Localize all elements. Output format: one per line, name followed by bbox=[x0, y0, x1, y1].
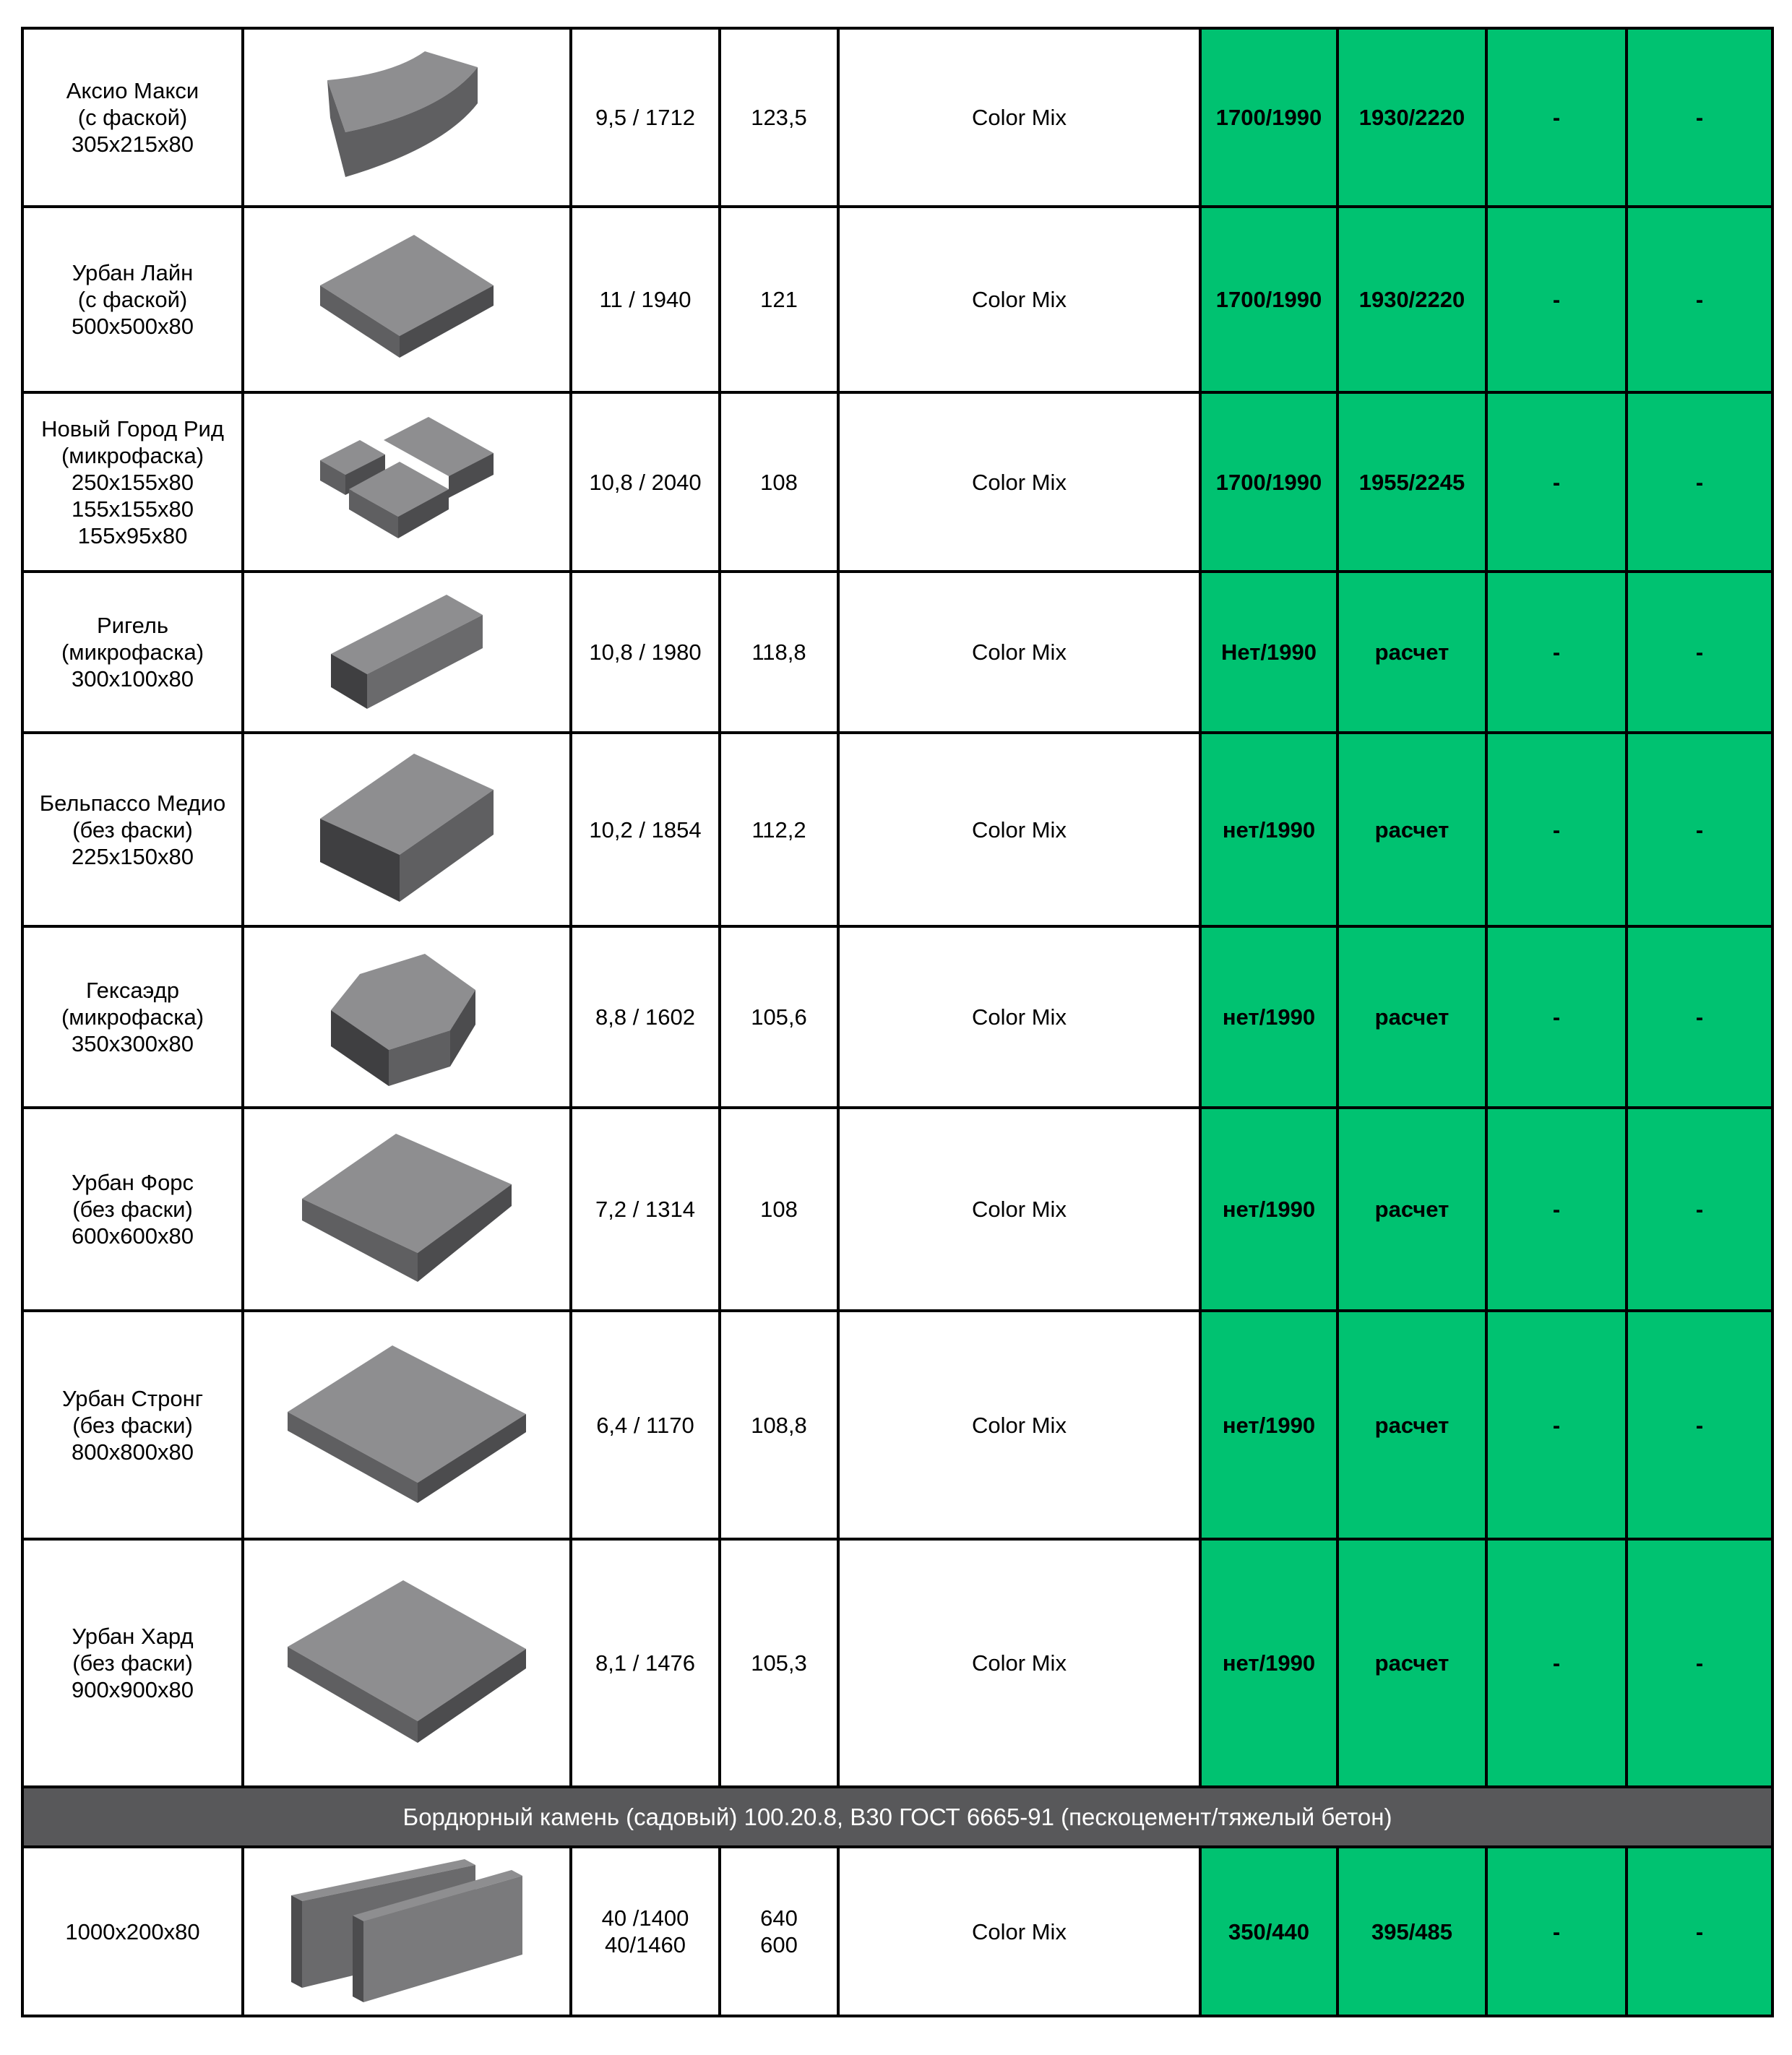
weight-value: 10,2 / 1854 bbox=[571, 733, 720, 926]
product-image bbox=[243, 28, 571, 207]
color-value: Color Mix bbox=[838, 392, 1200, 572]
price-1: 1700/1990 bbox=[1200, 392, 1337, 572]
table-row bbox=[22, 1108, 1772, 1311]
area-value: 640 600 bbox=[720, 1847, 838, 2016]
area-value: 108 bbox=[720, 1108, 838, 1311]
price-3: - bbox=[1486, 392, 1627, 572]
price-1: нет/1990 bbox=[1200, 1539, 1337, 1787]
price-3: - bbox=[1486, 572, 1627, 733]
price-1: Нет/1990 bbox=[1200, 572, 1337, 733]
product-image bbox=[243, 207, 571, 392]
table-row bbox=[22, 1847, 1772, 2016]
table-row bbox=[22, 1311, 1772, 1539]
price-4: - bbox=[1627, 572, 1772, 733]
product-image bbox=[243, 1539, 571, 1787]
weight-value: 10,8 / 2040 bbox=[571, 392, 720, 572]
price-3: - bbox=[1486, 28, 1627, 207]
price-1: 1700/1990 bbox=[1200, 207, 1337, 392]
area-value: 105,6 bbox=[720, 926, 838, 1108]
weight-value: 9,5 / 1712 bbox=[571, 28, 720, 207]
product-name: Гексаэдр (микрофаска) 350x300x80 bbox=[22, 926, 243, 1108]
weight-value: 40 /1400 40/1460 bbox=[571, 1847, 720, 2016]
price-3: - bbox=[1486, 1847, 1627, 2016]
section-header-row bbox=[22, 1787, 1772, 1847]
product-name: Ригель (микрофаска) 300x100x80 bbox=[22, 572, 243, 733]
square-slab-icon bbox=[302, 1134, 512, 1285]
color-value: Color Mix bbox=[838, 733, 1200, 926]
price-3: - bbox=[1486, 1539, 1627, 1787]
product-name: 1000x200x80 bbox=[22, 1847, 243, 2016]
price-4: - bbox=[1627, 926, 1772, 1108]
area-value: 112,2 bbox=[720, 733, 838, 926]
table-row bbox=[22, 28, 1772, 207]
price-3: - bbox=[1486, 1311, 1627, 1539]
color-value: Color Mix bbox=[838, 572, 1200, 733]
price-2: 1930/2220 bbox=[1337, 207, 1486, 392]
price-1: 350/440 bbox=[1200, 1847, 1337, 2016]
table-row bbox=[22, 733, 1772, 926]
product-image bbox=[243, 733, 571, 926]
weight-value: 7,2 / 1314 bbox=[571, 1108, 720, 1311]
weight-value: 6,4 / 1170 bbox=[571, 1311, 720, 1539]
product-name: Урбан Хард (без фаски) 900x900x80 bbox=[22, 1539, 243, 1787]
square-slab-icon bbox=[320, 235, 494, 365]
color-value: Color Mix bbox=[838, 926, 1200, 1108]
product-image bbox=[243, 1108, 571, 1311]
price-3: - bbox=[1486, 1108, 1627, 1311]
price-2: расчет bbox=[1337, 572, 1486, 733]
price-1: нет/1990 bbox=[1200, 926, 1337, 1108]
weight-value: 8,8 / 1602 bbox=[571, 926, 720, 1108]
product-image bbox=[243, 392, 571, 572]
price-4: - bbox=[1627, 392, 1772, 572]
section-title: Бордюрный камень (садовый) 100.20.8, В30 ГОСТ 6665-91 (пескоцемент/тяжелый бетон) bbox=[22, 1787, 1772, 1847]
product-name: Бельпассо Медио (без фаски) 225x150x80 bbox=[22, 733, 243, 926]
rectangular-stone-icon bbox=[320, 754, 494, 905]
product-image bbox=[243, 1311, 571, 1539]
area-value: 121 bbox=[720, 207, 838, 392]
price-3: - bbox=[1486, 207, 1627, 392]
table-row bbox=[22, 1539, 1772, 1787]
color-value: Color Mix bbox=[838, 207, 1200, 392]
price-2: 1930/2220 bbox=[1337, 28, 1486, 207]
color-value: Color Mix bbox=[838, 1108, 1200, 1311]
table-row bbox=[22, 207, 1772, 392]
table-row bbox=[22, 572, 1772, 733]
price-1: 1700/1990 bbox=[1200, 28, 1337, 207]
area-value: 105,3 bbox=[720, 1539, 838, 1787]
color-value: Color Mix bbox=[838, 1847, 1200, 2016]
curb-stones-icon bbox=[291, 1859, 522, 2004]
area-value: 123,5 bbox=[720, 28, 838, 207]
price-1: нет/1990 bbox=[1200, 1311, 1337, 1539]
product-name: Урбан Стронг (без фаски) 800x800x80 bbox=[22, 1311, 243, 1539]
price-3: - bbox=[1486, 926, 1627, 1108]
price-1: нет/1990 bbox=[1200, 733, 1337, 926]
price-4: - bbox=[1627, 1847, 1772, 2016]
price-2: расчет bbox=[1337, 1108, 1486, 1311]
weight-value: 11 / 1940 bbox=[571, 207, 720, 392]
price-2: расчет bbox=[1337, 1539, 1486, 1787]
price-2: 1955/2245 bbox=[1337, 392, 1486, 572]
weight-value: 10,8 / 1980 bbox=[571, 572, 720, 733]
price-4: - bbox=[1627, 1108, 1772, 1311]
area-value: 118,8 bbox=[720, 572, 838, 733]
price-4: - bbox=[1627, 207, 1772, 392]
price-2: 395/485 bbox=[1337, 1847, 1486, 2016]
weight-value: 8,1 / 1476 bbox=[571, 1539, 720, 1787]
product-name: Новый Город Рид (микрофаска) 250x155x80 155x155x80 155x95x80 bbox=[22, 392, 243, 572]
price-4: - bbox=[1627, 28, 1772, 207]
square-slab-icon bbox=[288, 1580, 526, 1746]
area-value: 108,8 bbox=[720, 1311, 838, 1539]
product-image bbox=[243, 926, 571, 1108]
area-value: 108 bbox=[720, 392, 838, 572]
price-4: - bbox=[1627, 1539, 1772, 1787]
price-2: расчет bbox=[1337, 1311, 1486, 1539]
curved-stone-icon bbox=[320, 46, 494, 190]
color-value: Color Mix bbox=[838, 1539, 1200, 1787]
hexagon-stone-icon bbox=[331, 945, 483, 1090]
price-2: расчет bbox=[1337, 926, 1486, 1108]
price-table bbox=[21, 27, 1774, 2017]
product-name: Урбан Лайн (с фаской) 500x500x80 bbox=[22, 207, 243, 392]
price-3: - bbox=[1486, 733, 1627, 926]
price-2: расчет bbox=[1337, 733, 1486, 926]
table-row bbox=[22, 392, 1772, 572]
brick-stone-icon bbox=[331, 595, 483, 710]
price-1: нет/1990 bbox=[1200, 1108, 1337, 1311]
table-row bbox=[22, 926, 1772, 1108]
price-4: - bbox=[1627, 733, 1772, 926]
product-name: Урбан Форс (без фаски) 600x600x80 bbox=[22, 1108, 243, 1311]
product-image bbox=[243, 572, 571, 733]
three-stones-icon bbox=[320, 417, 494, 547]
product-name: Аксио Макси (с фаской) 305x215x80 bbox=[22, 28, 243, 207]
price-4: - bbox=[1627, 1311, 1772, 1539]
product-image bbox=[243, 1847, 571, 2016]
square-slab-icon bbox=[288, 1345, 526, 1504]
color-value: Color Mix bbox=[838, 1311, 1200, 1539]
color-value: Color Mix bbox=[838, 28, 1200, 207]
